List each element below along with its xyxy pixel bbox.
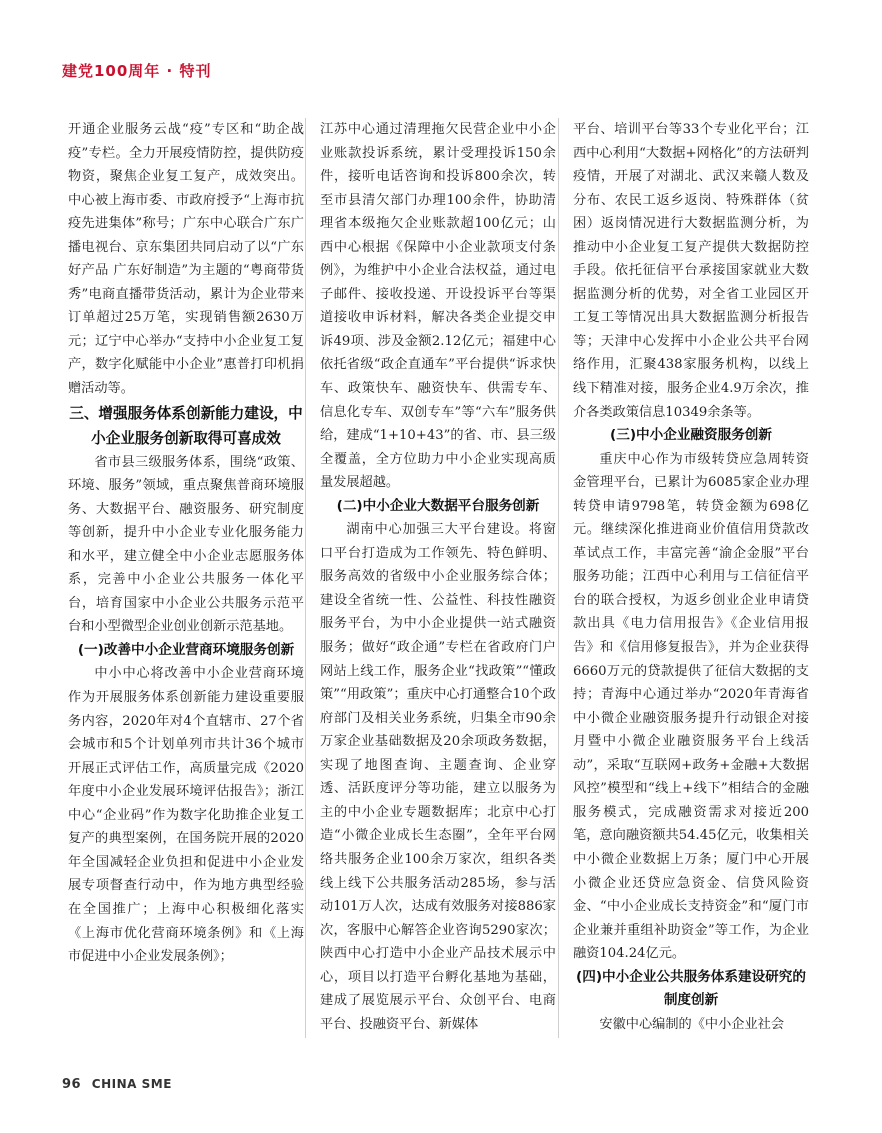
magazine-name: CHINA SME — [91, 1077, 172, 1091]
paragraph: 重庆中心作为市级转贷应急周转资金管理平台，已累计为6085家企业办理转贷申请9798笔，转贷金额为698亿元。继续深化推进商业价值信用贷款改革试点工作，丰富完善“渝企金服”平台服务功能；江西中心利用与工信征信平台的联合授权，为返乡创业企业申请贷款出具《电力信用报告》《企业信用报告》和《信用修复报告》，并为企业获得6660万元的贷款提供了征信大数据的支持；青海中心通过举办“2020年青海省中小微企业融资服务提升行动银企对接月暨中小微企业融资服务平台上线活动”，采取“互联网+政务+金融+大数据风控”模型和“线上+线下”相结合的金融服务模式，完成融资需求对接近200笔，意向融资额共54.45亿元，收集相关中小微企业数据上万条；厦门中心开展小微企业还贷应急资金、信贷风险资金、“中小企业成长支持资金”和“厦门市企业兼并重组补助资金”等工作，为企业融资104.24亿元。 — [573, 451, 809, 962]
subsection-heading: (三)中小企业融资服务创新 — [610, 427, 772, 444]
paragraph: 安徽中心编制的《中小企业社会 — [599, 1016, 785, 1032]
section-heading: 三、增强服务体系创新能力建设，中小企业服务创新取得可喜成效 — [69, 404, 303, 447]
paragraph: 平台、培训平台等33个专业化平台；江西中心利用“大数据+网格化”的方法研判疫情，开展了对湖北、武汉来赣人数及分布、农民工返乡返岗、特殊群体（贫困）返岗情况进行大数据监测分析，为推动中小企业复工复产提供大数据防控手段。依托征信平台承接国家就业大数据监测分析的优势，对全省工业园区开工复工等情况出具大数据监测分析报告等；天津中心发挥中小企业公共平台网络作用，汇聚438家服务机构，以线上线下精准对接，服务企业4.9万余次，推介各类政策信息10349余条等。 — [573, 122, 809, 420]
running-header: 建党100周年 · 特刊 — [62, 62, 212, 80]
column-divider — [305, 118, 306, 1038]
paragraph: 江苏中心通过清理拖欠民营企业中小企业账款投诉系统，累计受理投诉150余件，接听电话咨询和投诉800余次，转至市县清欠部门办理100余件，协助清理省本级拖欠企业账款超100亿元；山西中心根据《保障中小企业款项支付条例》，为维护中小企业合法权益，通过电子邮件、接收投递、开设投诉平台等渠道接收申诉材料，解决各类企业提交申诉49项、涉及金额2.12亿元；福建中心依托省级“政企直通车”平台提供“诉求快车、政策快车、融资快车、供需专车、信息化专车、双创专车”等“六车”服务供给，建成“1+10+43”的省、市、县三级全覆盖，全方位助力中小企业实现高质量发展超越。 — [320, 122, 556, 491]
page-number: 96 — [62, 1077, 82, 1092]
text-column-2 — [320, 118, 556, 1036]
text-column-1 — [68, 118, 304, 969]
paragraph: 省市县三级服务体系，围绕“政策、环境、服务”领域，重点聚焦普商环境服务、大数据平台、融资服务、研究制度等创新，提升中小企业专业化服务能力和水平，建立健全中小企业志愿服务体系，完善中小企业公共服务一体化平台，培育国家中小企业公共服务示范平台和小型微型企业创业创新示范基地。 — [68, 454, 304, 635]
paragraph: 开通企业服务云战“疫”专区和“助企战疫”专栏。全力开展疫情防控，提供防疫物资，聚焦企业复工复产，成效突出。中心被上海市委、市政府授予“上海市抗疫先进集体”称号；广东中心联合广东广播电视台、京东集团共同启动了以“广东好产品 广东好制造”为主题的“粤商带货秀”电商直播带货活动，累计为企业带来订单超过25万笔，实现销售额2630万元；辽宁中心举办“支持中小企业复工复产，数字化赋能中小企业”惠普打印机捐赠活动等。 — [68, 122, 304, 397]
subsection-heading: (二)中小企业大数据平台服务创新 — [336, 497, 540, 514]
text-column-3 — [573, 118, 809, 1036]
paragraph: 湖南中心加强三大平台建设。将窗口平台打造成为工作领先、特色鲜明、服务高效的省级中小企业服务综合体；建设全省统一性、公益性、科技性融资服务平台，为中小企业提供一站式融资服务；做好“政企通”专栏在省政府门户网站上线工作，服务企业“找政策”“懂政策”“用政策”；重庆中心打通整合10个政府部门及相关业务系统，归集全市90余万家企业基础数据及20余项政务数据，实现了地图查询、主题查询、企业穿透、活跃度评分等功能，建立以服务为主的中小企业专题数据库；北京中心打造“小微企业成长生态圈”，全年平台网络共服务企业100余万家次，组织各类线上线下公共服务活动285场，参与活动101万人次，达成有效服务对接886家次，客服中心解答企业咨询5290家次；陕西中心打造中小企业产品技术展示中心，项目以打造平台孵化基地为基础，建成了展览展示平台、众创平台、电商平台、投融资平台、新媒体 — [320, 522, 556, 1032]
paragraph: 中小中心将改善中小企业营商环境作为开展服务体系创新能力建设重要服务内容，2020年对4个直辖市、27个省会城市和5个计划单列市共计36个城市开展正式评估工作，高质量完成《2020年度中小企业发展环境评估报告》；浙江中心“企业码”作为数字化助推企业复工复产的典型案例，在国务院开展的2020年全国减轻企业负担和促进中小企业发展专项督查行动中，作为地方典型经验在全国推广；上海中心积极细化落实《上海市优化营商环境条例》和《上海市促进中小企业发展条例》； — [68, 666, 304, 965]
subsection-heading: (四)中小企业公共服务体系建设研究的制度创新 — [576, 968, 806, 1009]
page-footer — [62, 1077, 172, 1092]
column-divider — [558, 118, 559, 1038]
subsection-heading: (一)改善中小企业营商环境服务创新 — [77, 641, 295, 658]
